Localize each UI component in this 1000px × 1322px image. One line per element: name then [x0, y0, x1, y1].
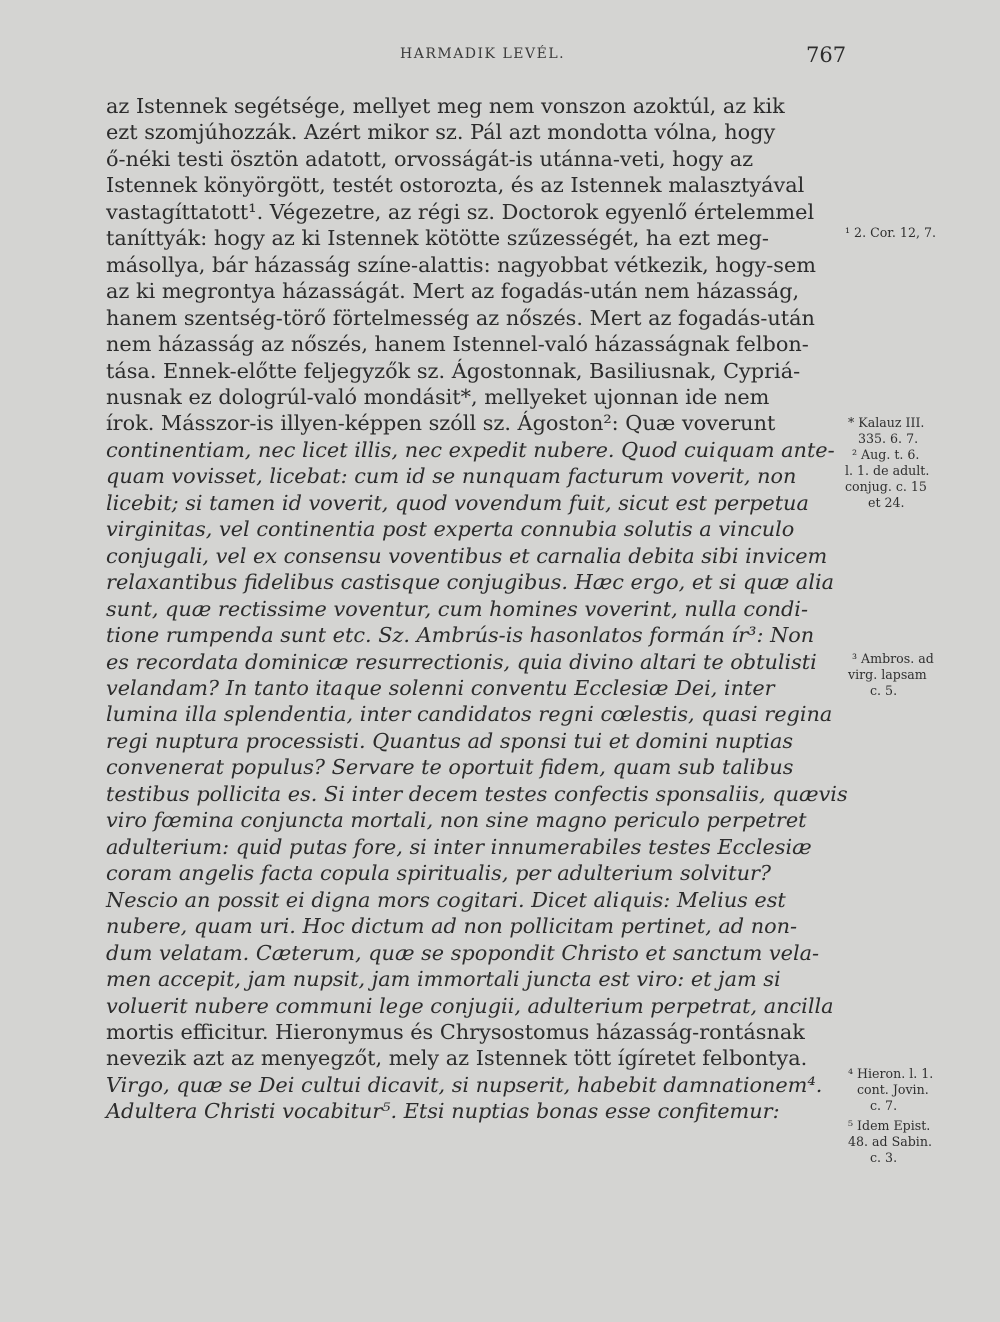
- margin-note: 335. 6. 7.: [858, 431, 919, 446]
- margin-note: et 24.: [868, 495, 905, 510]
- margin-note: c. 7.: [870, 1098, 898, 1113]
- running-header: HARMADIK LEVÉL.: [400, 46, 566, 62]
- body-line: tione rumpenda sunt etc. Sz. Ambrús-is hasonlatos formán ír³: Non: [106, 623, 815, 647]
- body-line: regi nuptura processisti. Quantus ad sponsi tui et domini nuptias: [106, 729, 794, 753]
- body-line: másollya, bár házasság színe-alattis: nagyobbat vétkezik, hogy-sem: [106, 253, 817, 277]
- margin-note: ⁵ Idem Epist.: [848, 1118, 931, 1133]
- margin-note: ⁴ Hieron. l. 1.: [848, 1066, 934, 1081]
- body-line: tása. Ennek-előtte feljegyzők sz. Ágostonnak, Basiliusnak, Cypriá-: [106, 359, 801, 383]
- margin-note: ³ Ambros. ad: [852, 651, 934, 666]
- margin-note: ¹ 2. Cor. 12, 7.: [845, 225, 936, 240]
- margin-note: * Kalauz III.: [848, 415, 925, 430]
- body-line: az ki megrontya házasságát. Mert az fogadás-után nem házasság,: [106, 279, 800, 303]
- body-line: viro fœmina conjuncta mortali, non sine magno periculo perpetret: [106, 808, 807, 832]
- margin-note: virg. lapsam: [848, 667, 927, 682]
- body-line: virginitas, vel continentia post experta connubia solutis a vinculo: [106, 517, 795, 541]
- body-line: convenerat populus? Servare te oportuit fidem, quam sub talibus: [106, 755, 794, 779]
- body-line: Virgo, quæ se Dei cultui dicavit, si nupserit, habebit damnationem⁴.: [106, 1073, 823, 1097]
- body-line: az Istennek segétsége, mellyet meg nem vonszon azoktúl, az kik: [106, 94, 785, 118]
- body-line: quam vovisset, licebat: cum id se nunquam facturum voverit, non: [106, 464, 797, 488]
- body-line: Adultera Christi vocabitur⁵. Etsi nuptias bonas esse confitemur:: [106, 1099, 780, 1123]
- body-line: voluerit nubere communi lege conjugii, adulterium perpetrat, ancilla: [106, 994, 834, 1018]
- body-line: Nescio an possit ei digna mors cogitari. Dicet aliquis: Melius est: [106, 888, 786, 912]
- body-line: ezt szomjúhozzák. Azért mikor sz. Pál azt mondotta vólna, hogy: [106, 120, 776, 144]
- body-line: es recordata dominicæ resurrectionis, quia divino altari te obtulisti: [106, 650, 817, 674]
- body-line: testibus pollicita es. Si inter decem testes confectis sponsaliis, quævis: [106, 782, 848, 806]
- body-line: írok. Másszor-is illyen-képpen szóll sz. Ágoston²: Quæ voverunt: [106, 411, 776, 435]
- body-line: taníttyák: hogy az ki Istennek kötötte szűzességét, ha ezt meg-: [106, 226, 769, 250]
- body-line: vastagíttatott¹. Végezetre, az régi sz. Doctorok egyenlő értelemmel: [106, 200, 815, 224]
- body-line: continentiam, nec licet illis, nec expedit nubere. Quod cuiquam ante-: [106, 438, 835, 462]
- body-line: hanem szentség-törő förtelmesség az nőszés. Mert az fogadás-után: [106, 306, 815, 330]
- body-line: lumina illa splendentia, inter candidatos regni cœlestis, quasi regina: [106, 702, 833, 726]
- page-number: 767: [806, 43, 847, 67]
- margin-note: l. 1. de adult.: [845, 463, 930, 478]
- body-line: coram angelis facta copula spiritualis, per adulterium solvitur?: [106, 861, 772, 885]
- body-line: nusnak ez dologrúl-való mondásit*, mellyeket ujonnan ide nem: [106, 385, 770, 409]
- body-line: adulterium: quid putas fore, si inter innumerabiles testes Ecclesiæ: [106, 835, 812, 859]
- body-line: nubere, quam uri. Hoc dictum ad non pollicitam pertinet, ad non-: [106, 914, 798, 938]
- margin-note: ² Aug. t. 6.: [852, 447, 920, 462]
- body-line: licebit; si tamen id voverit, quod vovendum fuit, sicut est perpetua: [106, 491, 809, 515]
- body-line: mortis efficitur. Hieronymus és Chrysostomus házasság-rontásnak: [106, 1020, 805, 1044]
- margin-note: c. 3.: [870, 1150, 898, 1165]
- body-line: relaxantibus fidelibus castisque conjugibus. Hæc ergo, et si quæ alia: [106, 570, 835, 594]
- body-line: nevezik azt az menyegzőt, mely az Istennek tött ígíretet felbontya.: [106, 1046, 808, 1070]
- body-line: ő-néki testi ösztön adatott, orvosságát-is utánna-veti, hogy az: [106, 147, 754, 171]
- body-line: conjugali, vel ex consensu voventibus et carnalia debita sibi invicem: [106, 544, 828, 568]
- margin-note: cont. Jovin.: [857, 1082, 929, 1097]
- margin-note: c. 5.: [870, 683, 898, 698]
- margin-note: 48. ad Sabin.: [848, 1134, 932, 1149]
- body-line: nem házasság az nőszés, hanem Istennel-való házasságnak felbon-: [106, 332, 809, 356]
- body-line: men accepit, jam nupsit, jam immortali juncta est viro: et jam si: [106, 967, 781, 991]
- body-line: sunt, quæ rectissime voventur, cum homines voverint, nulla condi-: [106, 597, 808, 621]
- body-line: dum velatam. Cæterum, quæ se spopondit Christo et sanctum vela-: [106, 941, 820, 965]
- body-line: Istennek könyörgött, testét ostorozta, és az Istennek malasztyával: [106, 173, 805, 197]
- margin-note: conjug. c. 15: [845, 479, 927, 494]
- body-line: velandam? In tanto itaque solenni conventu Ecclesiæ Dei, inter: [106, 676, 775, 700]
